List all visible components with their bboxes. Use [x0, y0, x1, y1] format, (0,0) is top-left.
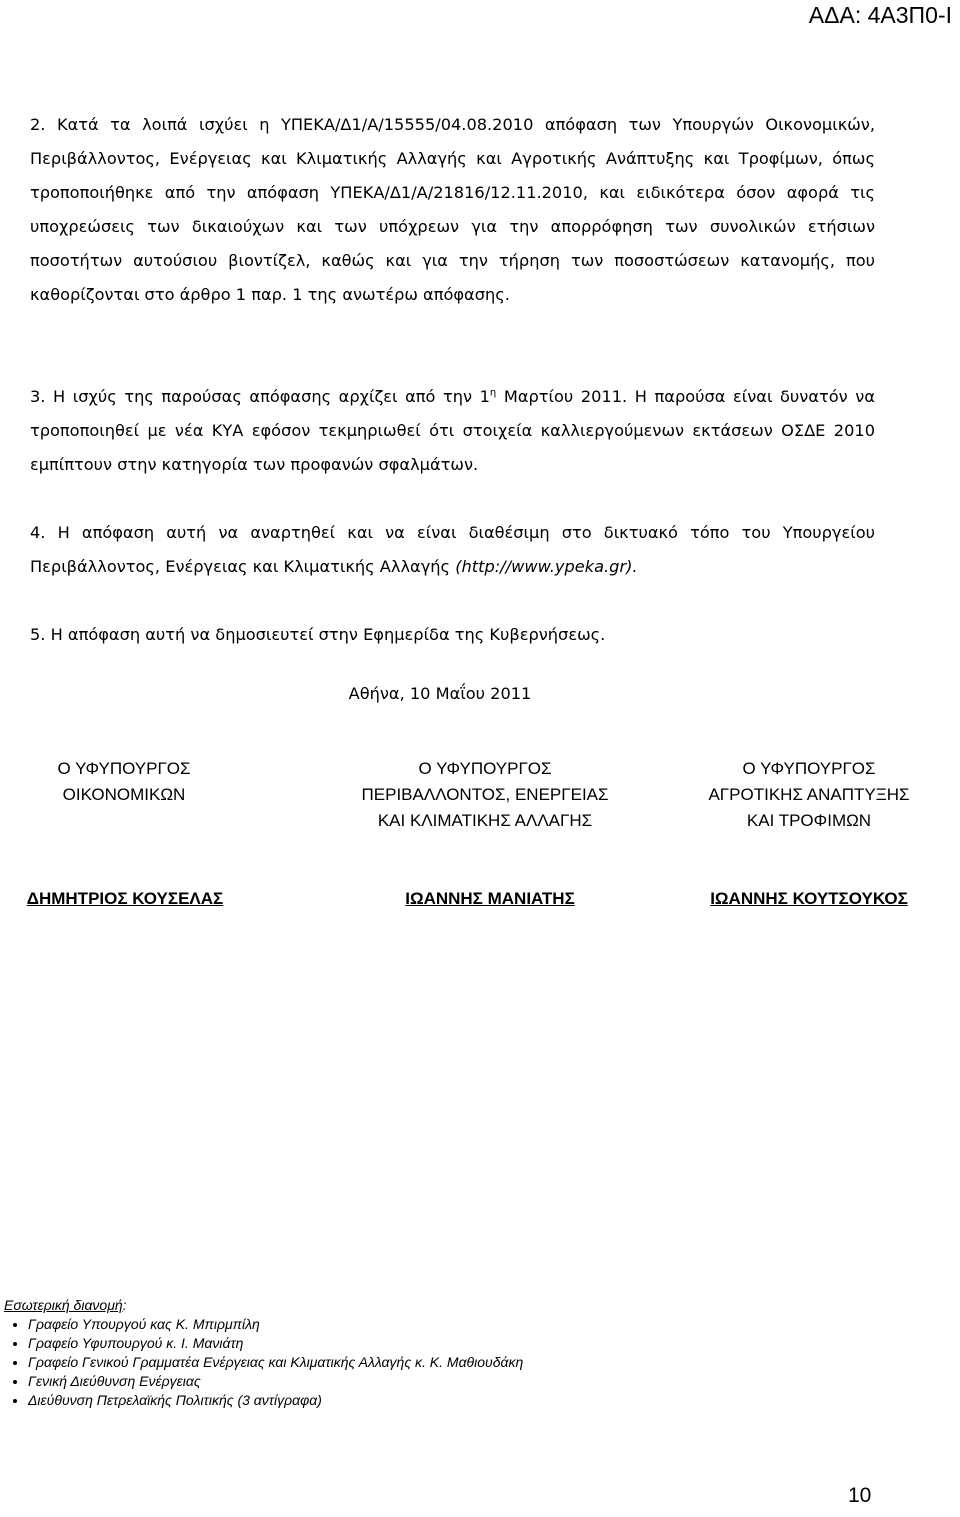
- signatory-2-line3: ΚΑΙ ΚΛΙΜΑΤΙΚΗΣ ΑΛΛΑΓΗΣ: [377, 811, 593, 830]
- ypeka-link[interactable]: (http://www.ypeka.gr).: [455, 557, 638, 576]
- signatory-2-name: ΙΩΑΝΝΗΣ ΜΑΝΙΑΤΗΣ: [405, 889, 575, 908]
- signatory-3-line1: Ο ΥΦΥΠΟΥΡΓΟΣ: [742, 759, 876, 778]
- signatory-2-title: [330, 756, 640, 834]
- signatory-1-title: [24, 756, 224, 808]
- date-line: Αθήνα, 10 Μαΐου 2011: [348, 684, 532, 703]
- signatory-2-line2: ΠΕΡΙΒΑΛΛΟΝΤΟΣ, ΕΝΕΡΓΕΙΑΣ: [361, 785, 609, 804]
- paragraph-3-start: 3. Η ισχύς της παρούσας απόφασης αρχίζει από την 1: [30, 387, 490, 406]
- distribution-list: [4, 1315, 523, 1410]
- distribution-title: Εσωτερική διανομή: [4, 1297, 123, 1313]
- distribution-colon: :: [122, 1297, 127, 1313]
- paragraph-4-text: 4. Η απόφαση αυτή να αναρτηθεί και να είναι διαθέσιμη στο δικτυακό τόπο του Υπουργείου Περιβάλλοντος, Ενέργειας και Κλιματικής Αλλαγής: [30, 523, 875, 576]
- signatory-1-line2: ΟΙΚΟΝΟΜΙΚΩΝ: [62, 785, 186, 804]
- ada-code: ΑΔΑ: 4Α3Π0-Ι: [808, 2, 952, 28]
- signatory-3-title: [676, 756, 942, 834]
- paragraph-2: 2. Κατά τα λοιπά ισχύει η ΥΠΕΚΑ/Δ1/Α/15555/04.08.2010 απόφαση των Υπουργών Οικονομικών, Περιβάλλοντος, Ενέργειας και Κλιματικής Αλλαγής και Αγροτικής Ανάπτυξης και Τροφίμων, όπως τροποποιήθηκε από την απόφαση ΥΠΕΚΑ/Δ1/Α/21816/12.11.2010, και ειδικότερα όσον αφορά τις υποχρεώσεις των δικαιούχων και των υπόχρεων για την απορρόφηση των συνολικών ετήσιων ποσοτήτων αυτούσιου βιοντίζελ, καθώς και για την τήρηση των ποσοστώσεων κατανομής, που καθορίζονται στο άρθρο 1 παρ. 1 της ανωτέρω απόφασης.: [30, 115, 875, 304]
- ordinal-superscript: η: [489, 387, 497, 399]
- list-item: • Γραφείο Υπουργού κας Κ. Μπιρμπίλη: [28, 1315, 523, 1334]
- list-item: • Γενική Διεύθυνση Ενέργειας: [28, 1372, 523, 1391]
- signatory-3-line3: ΚΑΙ ΤΡΟΦΙΜΩΝ: [746, 811, 872, 830]
- list-item: • Γραφείο Γενικού Γραμματέα Ενέργειας και Κλιματικής Αλλαγής κ. Κ. Μαθιουδάκη: [28, 1353, 523, 1372]
- paragraph-3: [30, 380, 875, 482]
- distribution-heading: [4, 1296, 523, 1315]
- signatory-1-line1: Ο ΥΦΥΠΟΥΡΓΟΣ: [57, 759, 191, 778]
- page-number: 10: [848, 1484, 872, 1507]
- paragraph-5: 5. Η απόφαση αυτή να δημοσιευτεί στην Εφημερίδα της Κυβερνήσεως.: [30, 625, 606, 644]
- list-item: • Διεύθυνση Πετρελαϊκής Πολιτικής (3 αντίγραφα): [28, 1391, 523, 1410]
- list-item: • Γραφείο Υφυπουργού κ. Ι. Μανιάτη: [28, 1334, 523, 1353]
- signatory-3-name: ΙΩΑΝΝΗΣ ΚΟΥΤΣΟΥΚΟΣ: [710, 889, 908, 908]
- signatory-2-line1: Ο ΥΦΥΠΟΥΡΓΟΣ: [418, 759, 552, 778]
- paragraph-3-rest: Μαρτίου 2011. Η παρούσα είναι δυνατόν να τροποποιηθεί με νέα ΚΥΑ εφόσον τεκμηριωθεί ότι στοιχεία καλλιεργούμενων εκτάσεων ΟΣΔΕ 2010 εμπίπτουν στην κατηγορία των προφανών σφαλμάτων.: [30, 387, 875, 474]
- signatory-3-line2: ΑΓΡΟΤΙΚΗΣ ΑΝΑΠΤΥΞΗΣ: [708, 785, 910, 804]
- paragraph-4: [30, 516, 875, 584]
- signatory-1-name: ΔΗΜΗΤΡΙΟΣ ΚΟΥΣΕΛΑΣ: [26, 889, 224, 908]
- internal-distribution: [4, 1296, 523, 1410]
